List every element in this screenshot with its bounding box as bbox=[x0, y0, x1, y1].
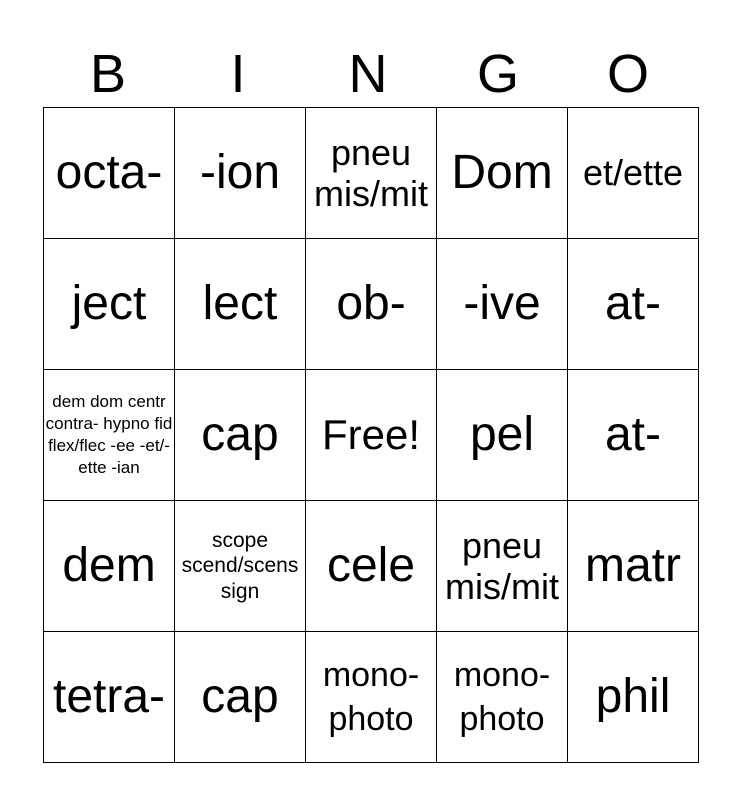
bingo-cell[interactable] bbox=[44, 239, 175, 370]
bingo-cell[interactable] bbox=[306, 632, 437, 763]
bingo-cell[interactable] bbox=[437, 370, 568, 501]
bingo-cell-text: dem bbox=[62, 538, 156, 592]
bingo-cell-text: cap bbox=[201, 669, 279, 723]
bingo-cell-text: octa- bbox=[55, 145, 163, 199]
bingo-row bbox=[44, 239, 699, 370]
bingo-cell-text: cap bbox=[201, 407, 279, 461]
bingo-cell-text: pel bbox=[469, 407, 535, 461]
header-letter-o: O bbox=[606, 44, 649, 104]
bingo-row bbox=[44, 632, 699, 763]
bingo-cell-text: at- bbox=[604, 276, 661, 330]
bingo-grid bbox=[43, 107, 699, 763]
bingo-cell-text: pneu mis/mit bbox=[314, 131, 428, 214]
bingo-row bbox=[44, 108, 699, 239]
bingo-cell[interactable] bbox=[175, 632, 306, 763]
bingo-cell-text: Free! bbox=[321, 410, 421, 458]
bingo-cell[interactable] bbox=[44, 108, 175, 239]
bingo-cell[interactable] bbox=[175, 239, 306, 370]
bingo-cell-text: pneu mis/mit bbox=[445, 524, 559, 607]
bingo-cell[interactable] bbox=[568, 108, 699, 239]
bingo-cell[interactable] bbox=[175, 501, 306, 632]
bingo-cell[interactable] bbox=[306, 239, 437, 370]
bingo-row bbox=[44, 370, 699, 501]
bingo-cell[interactable] bbox=[306, 370, 437, 501]
bingo-cell[interactable] bbox=[175, 370, 306, 501]
header-letter-i: I bbox=[230, 44, 246, 104]
bingo-cell[interactable] bbox=[437, 632, 568, 763]
bingo-cell[interactable] bbox=[568, 632, 699, 763]
bingo-cell[interactable] bbox=[437, 501, 568, 632]
bingo-cell[interactable] bbox=[175, 108, 306, 239]
bingo-header bbox=[43, 42, 693, 106]
bingo-cell[interactable] bbox=[568, 501, 699, 632]
header-letter-b: B bbox=[89, 44, 127, 104]
bingo-cell-text: -ive bbox=[463, 276, 541, 330]
bingo-cell[interactable] bbox=[568, 370, 699, 501]
bingo-cell[interactable] bbox=[437, 239, 568, 370]
bingo-cell-text: phil bbox=[595, 669, 671, 723]
bingo-cell-text: ob- bbox=[336, 276, 406, 330]
bingo-cell-text: Dom bbox=[451, 145, 553, 199]
bingo-cell-text: lect bbox=[202, 276, 278, 330]
bingo-cell[interactable] bbox=[437, 108, 568, 239]
bingo-cell-text: et/ette bbox=[582, 152, 684, 194]
bingo-cell[interactable] bbox=[44, 370, 175, 501]
header-letter-n: N bbox=[348, 44, 388, 104]
bingo-cell-text: -ion bbox=[199, 145, 281, 199]
bingo-cell[interactable] bbox=[568, 239, 699, 370]
bingo-cell[interactable] bbox=[44, 632, 175, 763]
bingo-cell-text: scope scend/scens sign bbox=[181, 529, 299, 603]
bingo-cell-text: at- bbox=[604, 407, 661, 461]
bingo-cell-text: mono- photo bbox=[453, 655, 551, 738]
header-letter-g: G bbox=[476, 44, 519, 104]
bingo-cell-text: tetra- bbox=[52, 669, 166, 723]
bingo-cell[interactable] bbox=[306, 501, 437, 632]
bingo-cell[interactable] bbox=[44, 501, 175, 632]
bingo-cell-text: matr bbox=[585, 538, 681, 592]
bingo-row bbox=[44, 501, 699, 632]
bingo-cell-text: dem dom centr contra- hypno fid flex/flec -ee -et/-ette -ian bbox=[45, 391, 173, 478]
bingo-cell-text: cele bbox=[326, 538, 416, 592]
bingo-cell-text: mono- photo bbox=[322, 655, 420, 738]
bingo-cell-text: ject bbox=[71, 276, 147, 330]
bingo-cell[interactable] bbox=[306, 108, 437, 239]
